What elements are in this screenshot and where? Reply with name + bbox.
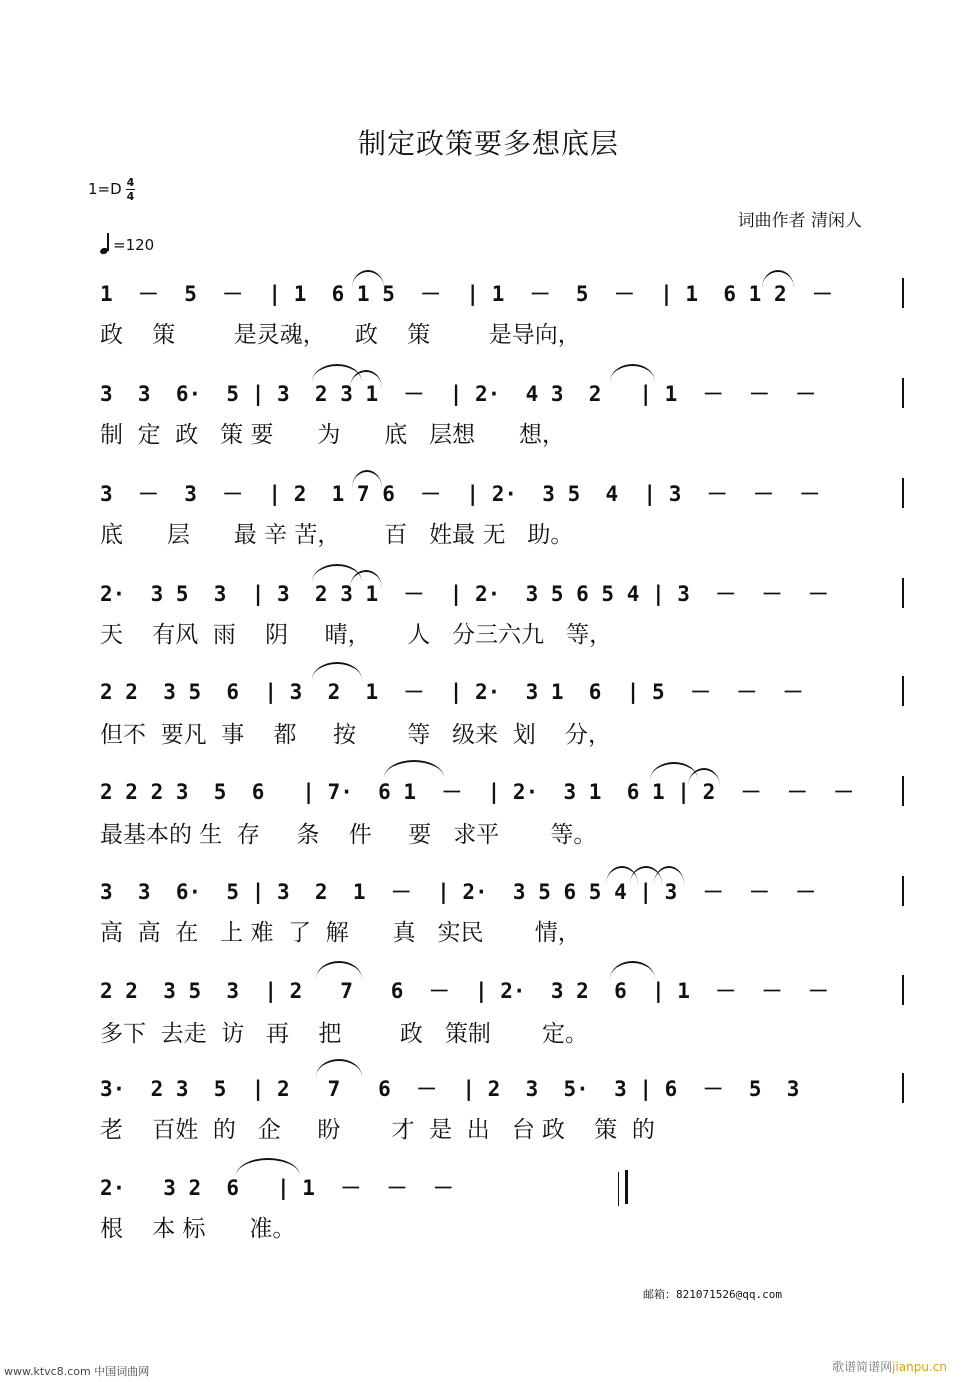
notes-line: 3 － 3 － | 2 1 7 6 － | 2· 3 5 4 | 3 － － － xyxy=(100,482,821,506)
slur xyxy=(236,1158,300,1176)
lyrics-line: 多下 去走 访 再 把 政 策制 定。 xyxy=(100,1021,589,1047)
slur xyxy=(316,961,362,979)
notes-line: 2 2 2 3 5 6 | 7· 6 1 － | 2· 3 1 6 1 | 2 － － － xyxy=(100,780,855,804)
lyrics-line: 最基本的 生 存 条 件 要 求平 等。 xyxy=(100,822,597,848)
watermark-left: www.ktvc8.com 中国词曲网 xyxy=(4,1365,150,1378)
slur xyxy=(610,364,655,382)
slur xyxy=(352,270,384,288)
slur xyxy=(762,270,794,288)
time-signature xyxy=(126,177,135,202)
key-signature: 1=D xyxy=(88,180,122,198)
lyrics-line: 制 定 政 策 要 为 底 层想 想， xyxy=(100,422,566,448)
lyrics-line: 高 高 在 上 难 了 解 真 实民 情， xyxy=(100,920,581,946)
barline xyxy=(618,1172,619,1206)
watermark-right xyxy=(832,1358,947,1375)
notes-line: 3· 2 3 5 | 2 7 6 － | 2 3 5· 3 | 6 － 5 3 xyxy=(100,1077,800,1101)
barline xyxy=(902,676,904,706)
barline xyxy=(902,478,904,508)
barline xyxy=(902,378,904,408)
notes-line: 3 3 6· 5 | 3 2 3 1 － | 2· 4 3 2 | 1 － － － xyxy=(100,382,817,406)
song-title: 制定政策要多想底层 xyxy=(357,127,619,160)
time-signature-bottom: 4 xyxy=(126,190,135,203)
slur xyxy=(610,961,655,979)
watermark-right-prefix: 歌谱简谱网 xyxy=(832,1360,893,1374)
tempo-value: =120 xyxy=(113,236,155,254)
time-signature-top: 4 xyxy=(126,176,135,189)
barline xyxy=(902,776,904,806)
lyrics-line: 天 有风 雨 阴 晴， 人 分三六九 等， xyxy=(100,622,613,648)
barline xyxy=(902,975,904,1005)
notes-line: 2 2 3 5 3 | 2 7 6 － | 2· 3 2 6 | 1 － － － xyxy=(100,979,829,1003)
notes-line: 1 － 5 － | 1 6 1 5 － | 1 － 5 － | 1 6 1 2 － xyxy=(100,282,833,306)
barline xyxy=(902,1073,904,1103)
barline xyxy=(902,278,904,308)
notes-line: 2· 3 2 6 | 1 － － － xyxy=(100,1176,454,1200)
contact-email: 邮箱：821071526@qq.com xyxy=(643,1288,782,1301)
tempo-marking xyxy=(100,232,154,254)
slur xyxy=(384,760,444,778)
watermark-right-suffix: jianpu.cn xyxy=(892,1360,947,1374)
notes-line: 2 2 3 5 6 | 3 2 1 － | 2· 3 1 6 | 5 － － － xyxy=(100,680,804,704)
author-credit: 词曲作者 清闲人 xyxy=(737,211,862,231)
notes-line: 3 3 6· 5 | 3 2 1 － | 2· 3 5 6 5 4 | 3 － － － xyxy=(100,880,817,904)
lyrics-line: 老 百姓 的 企 盼 才 是 出 台 政 策 的 xyxy=(100,1117,655,1143)
slur xyxy=(312,662,362,680)
lyrics-line: 根 本 标 准。 xyxy=(100,1216,296,1242)
lyrics-line: 政 策 是灵魂， 政 策 是导向， xyxy=(100,322,581,348)
final-barline xyxy=(625,1170,628,1204)
quarter-note-icon xyxy=(100,232,110,254)
barline xyxy=(902,578,904,608)
slur xyxy=(352,470,382,488)
slur xyxy=(654,866,684,884)
lyrics-line: 底 层 最 辛 苦， 百 姓最 无 助。 xyxy=(100,522,574,548)
slur xyxy=(316,1059,362,1077)
notes-line: 2· 3 5 3 | 3 2 3 1 － | 2· 3 5 6 5 4 | 3 － － － xyxy=(100,582,829,606)
barline xyxy=(902,876,904,906)
lyrics-line: 但不 要凡 事 都 按 等 级来 划 分， xyxy=(100,722,612,748)
